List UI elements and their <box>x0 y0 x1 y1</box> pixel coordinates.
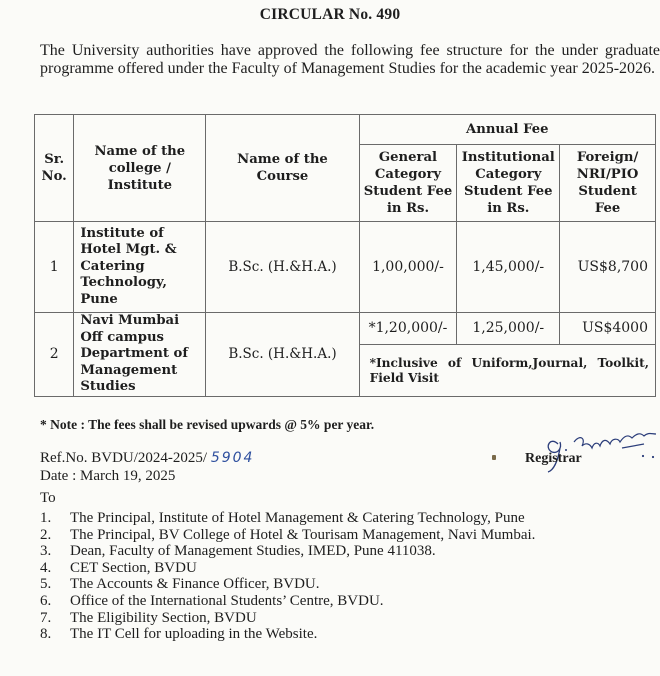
intro-paragraph: The University authorities have approved the following fee structure for the under graduate programme offered under the Faculty of Management Studies for the academic year 2025-2026. <box>40 42 660 77</box>
ink-mark <box>492 455 496 460</box>
inclusive-note <box>359 344 655 396</box>
header-foreign-fee: Foreign/ NRI/PIO Student Fee <box>560 145 656 222</box>
cell-institutional-fee: 1,45,000/- <box>457 222 560 313</box>
distribution-list <box>40 510 535 643</box>
cell-general-fee: *1,20,000/- <box>359 313 457 345</box>
list-item: 4. CET Section, BVDU <box>40 559 197 576</box>
header-sr-no: Sr. No. <box>35 115 74 222</box>
to-label: To <box>40 490 56 506</box>
header-course: Name of the Course <box>206 115 359 222</box>
cell-institutional-fee: 1,25,000/- <box>457 313 560 345</box>
table-row <box>35 222 656 313</box>
cell-foreign-fee: US$4000 <box>560 313 656 345</box>
cell-foreign-fee: US$8,700 <box>560 222 656 313</box>
reference-number <box>40 450 254 467</box>
inclusive-note-line1: *Inclusive of Uniform,Journal, Toolkit, <box>369 356 649 371</box>
cell-course: B.Sc. (H.&H.A.) <box>206 222 359 313</box>
circular-date: Date : March 19, 2025 <box>40 468 176 484</box>
table-row <box>35 313 656 345</box>
header-college: Name of the college / Institute <box>74 115 206 222</box>
header-institutional-fee: Institutional Category Student Fee in Rs. <box>457 145 560 222</box>
list-item: 3. Dean, Faculty of Management Studies, IMED, Pune 411038. <box>40 543 436 560</box>
cell-general-fee: 1,00,000/- <box>359 222 457 313</box>
cell-sr: 2 <box>35 313 74 397</box>
cell-college: Institute of Hotel Mgt. & Catering Technology, Pune <box>74 222 206 313</box>
registrar-designation: Registrar <box>525 451 582 466</box>
inclusive-note-line2: Field Visit <box>369 371 440 386</box>
cell-college: Navi Mumbai Off campus Department of Management Studies <box>74 313 206 397</box>
reference-label: Ref.No. BVDU/2024-2025/ <box>40 450 211 466</box>
list-item: 2. The Principal, BV College of Hotel & Tourisam Management, Navi Mumbai. <box>40 526 536 543</box>
list-item: 1. The Principal, Institute of Hotel Management & Catering Technology, Pune <box>40 510 525 526</box>
header-general-fee: General Category Student Fee in Rs. <box>359 145 457 222</box>
list-item: 5. The Accounts & Finance Officer, BVDU. <box>40 576 320 593</box>
cell-course: B.Sc. (H.&H.A.) <box>206 313 359 397</box>
table-header-row <box>35 115 656 145</box>
list-item: 7. The Eligibility Section, BVDU <box>40 609 257 626</box>
registrar-signature <box>540 420 660 476</box>
fee-structure-table <box>34 114 656 397</box>
circular-title: CIRCULAR No. 490 <box>259 6 401 23</box>
fee-revision-note: * Note : The fees shall be revised upwards @ 5% per year. <box>40 417 375 432</box>
header-annual-fee: Annual Fee <box>359 115 655 145</box>
list-item: 8. The IT Cell for uploading in the Website. <box>40 626 318 643</box>
list-item: 6. Office of the International Students’ Centre, BVDU. <box>40 592 384 609</box>
handwritten-ref-number: 5904 <box>210 450 255 466</box>
cell-sr: 1 <box>35 222 74 313</box>
